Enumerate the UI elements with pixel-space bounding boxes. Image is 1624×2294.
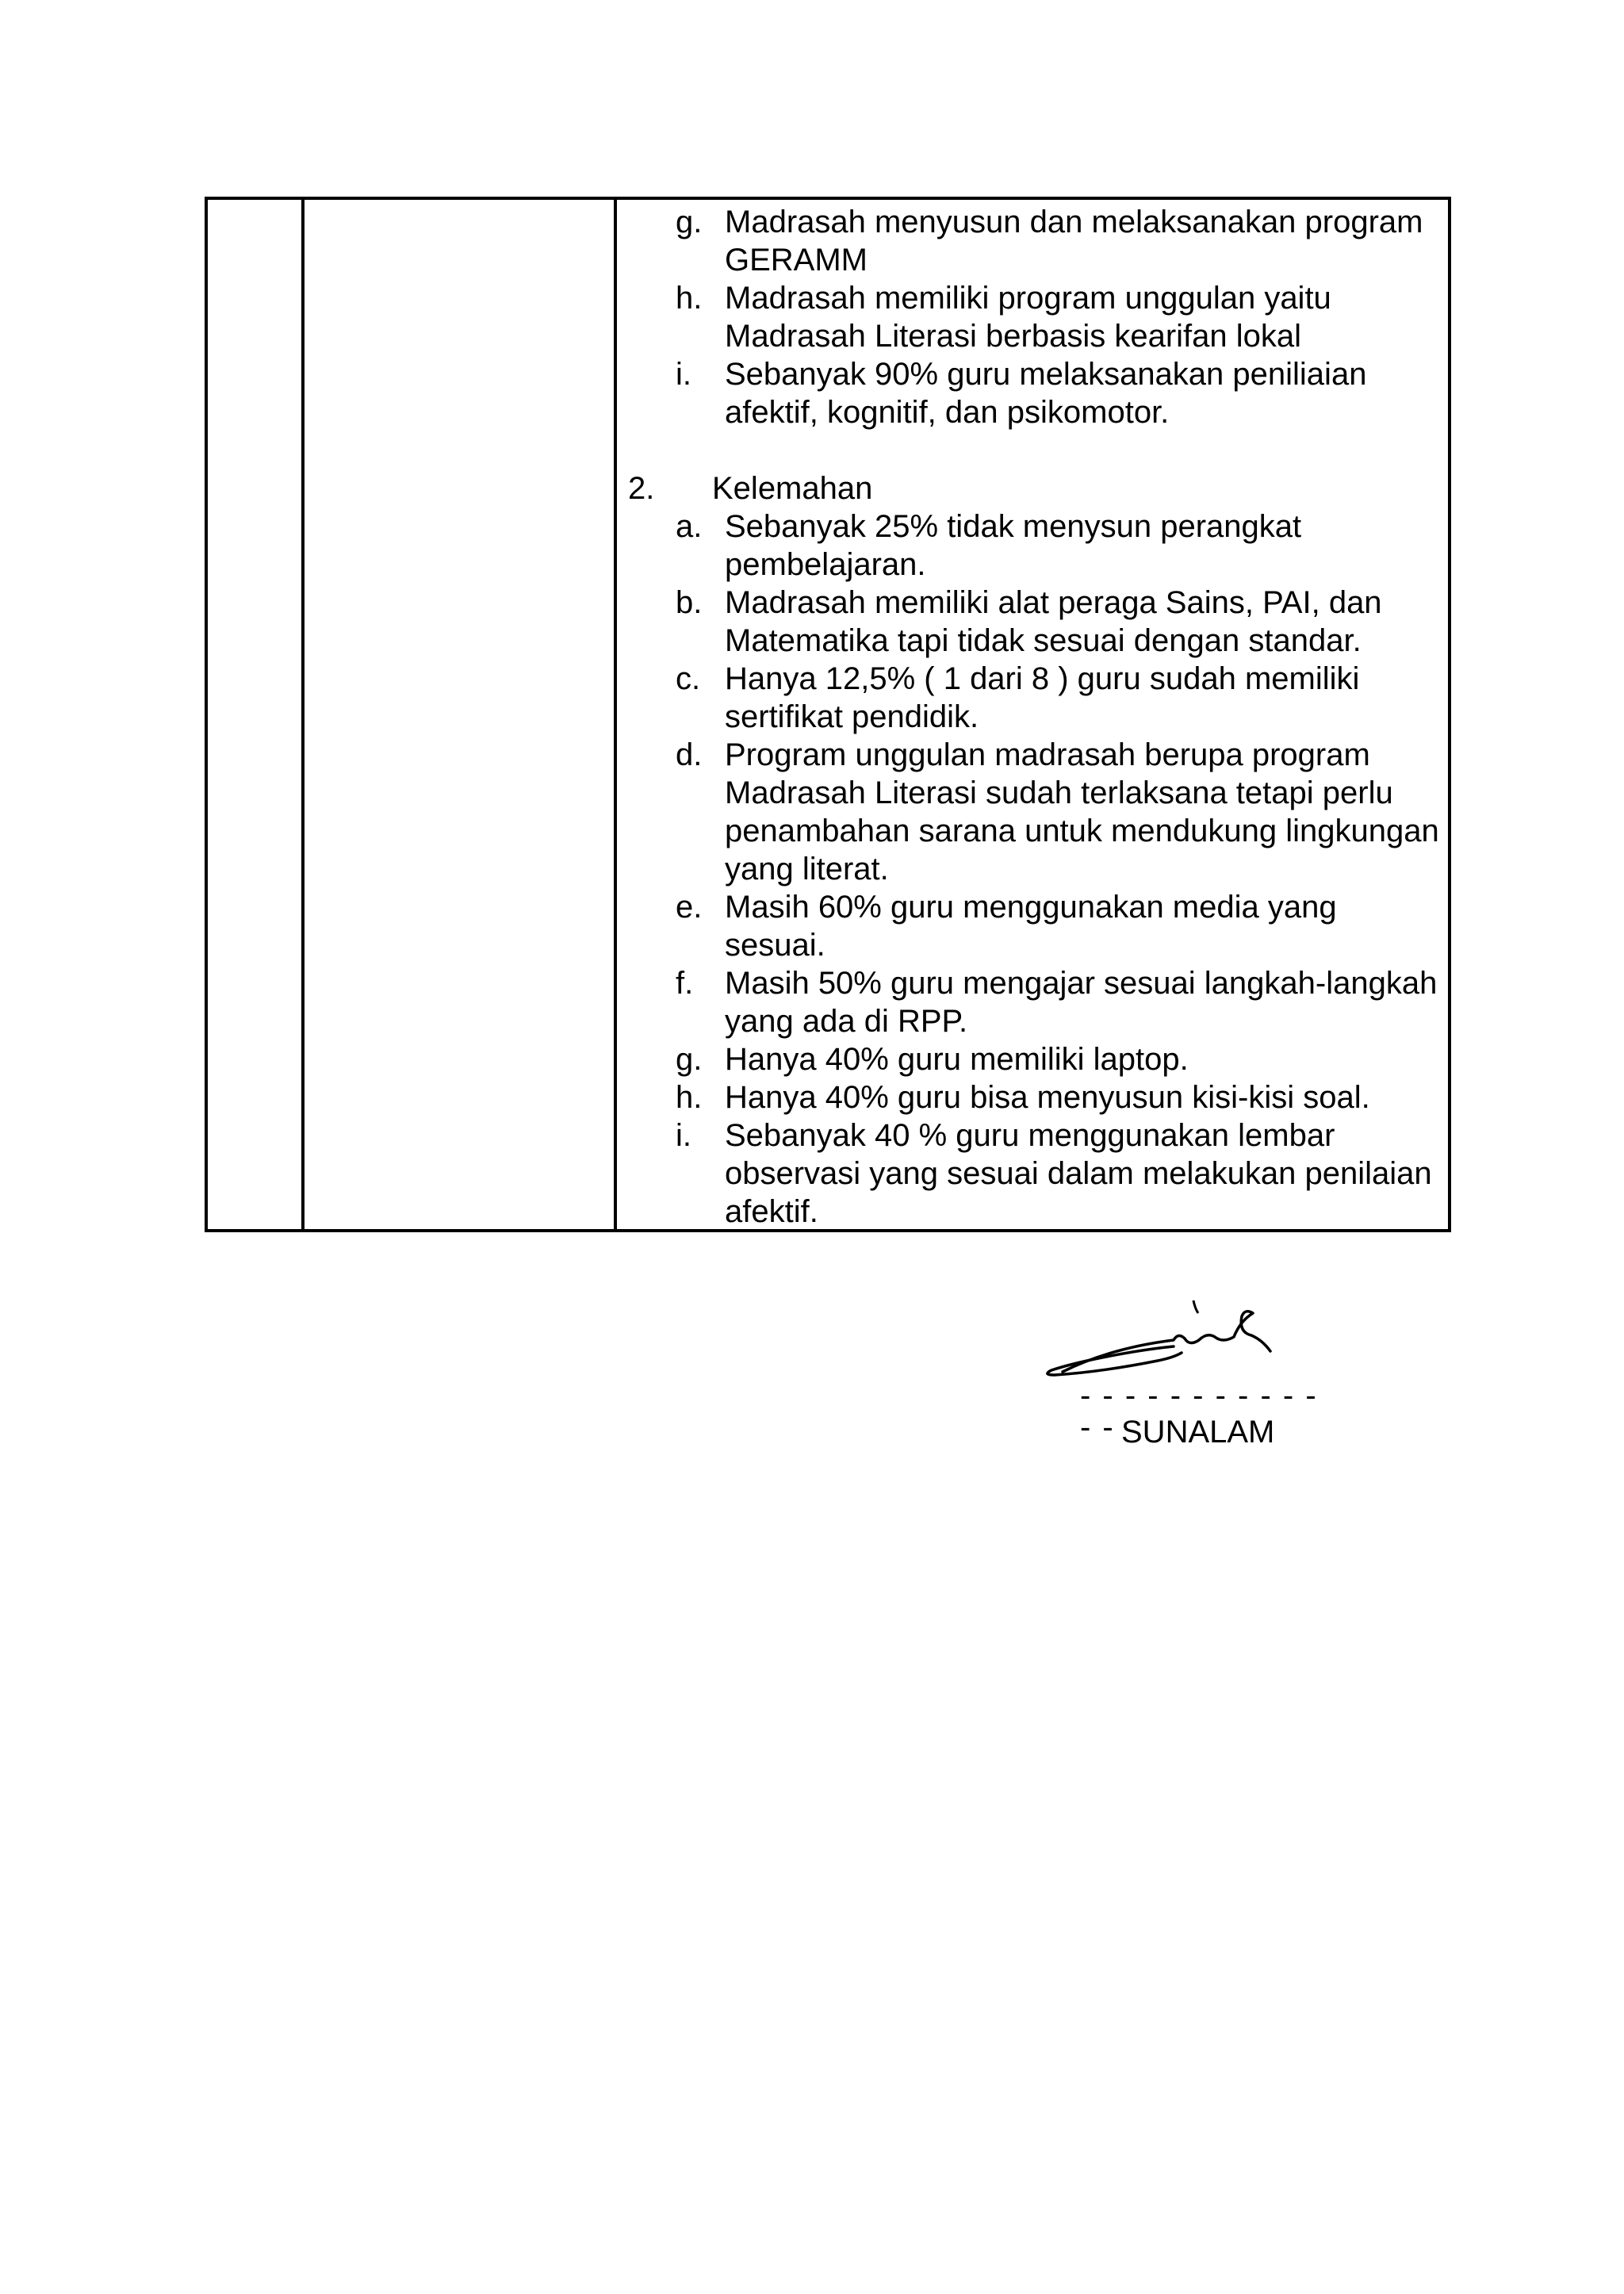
signature-block	[1039, 1293, 1340, 1451]
list-item-text: Hanya 40% guru bisa menyusun kisi-kisi soal.	[725, 1080, 1370, 1115]
list-item	[676, 584, 1440, 660]
signature-line: - - - - - - - - - - - - -	[1080, 1378, 1318, 1445]
list-item	[676, 888, 1440, 964]
list-item	[676, 964, 1440, 1040]
list-item-text: Hanya 12,5% ( 1 dari 8 ) guru sudah memiliki sertifikat pendidik.	[725, 661, 1360, 734]
list-item-text: Sebanyak 25% tidak menysun perangkat pembelajaran.	[725, 509, 1302, 582]
list-item	[676, 203, 1440, 279]
list-item-text: Sebanyak 90% guru melaksanakan peniliaian afektif, kognitif, dan psikomotor.	[725, 357, 1367, 430]
handwritten-signature	[1039, 1293, 1340, 1388]
evaluation-table	[205, 197, 1451, 1232]
list-item	[676, 1116, 1440, 1231]
list-item-text: Madrasah memiliki alat peraga Sains, PAI, dan Matematika tapi tidak sesuai dengan standar.	[725, 585, 1382, 658]
list-item-letter: f.	[676, 966, 694, 1001]
list-item	[676, 507, 1440, 584]
list-item	[676, 736, 1440, 888]
list-item-letter: i.	[676, 357, 691, 392]
list-item	[676, 279, 1440, 355]
list-item-text: Sebanyak 40 % guru menggunakan lembar observasi yang sesuai dalam melakukan penilaian afektif.	[725, 1118, 1432, 1229]
list-item-letter: a.	[676, 509, 703, 544]
table-column-divider	[301, 200, 304, 1229]
list-item-text: Masih 50% guru mengajar sesuai langkah-langkah yang ada di RPP.	[725, 966, 1438, 1039]
list-item-text: Madrasah memiliki program unggulan yaitu Madrasah Literasi berbasis kearifan lokal	[725, 281, 1331, 354]
signatory-name: SUNALAM	[1121, 1415, 1275, 1450]
list-item-letter: i.	[676, 1118, 691, 1153]
list-item-text: Masih 60% guru menggunakan media yang sesuai.	[725, 890, 1337, 963]
list-item-letter: e.	[676, 890, 703, 925]
table-column-divider	[614, 200, 617, 1229]
list-item-letter: b.	[676, 585, 703, 620]
list-item	[676, 1040, 1440, 1078]
weaknesses-list	[628, 507, 1440, 1231]
list-item-text: Program unggulan madrasah berupa program Madrasah Literasi sudah terlaksana tetapi perlu penambahan sarana untuk mendukung lingkungan yang literat.	[725, 737, 1439, 887]
list-item-letter: h.	[676, 281, 703, 316]
list-item-letter: h.	[676, 1080, 703, 1115]
list-item	[676, 660, 1440, 736]
strengths-list	[628, 203, 1440, 431]
list-item-text: Madrasah menyusun dan melaksanakan program GERAMM	[725, 205, 1423, 278]
section-number: 2.	[628, 471, 655, 506]
list-item-letter: c.	[676, 661, 701, 696]
list-item	[676, 1078, 1440, 1116]
section-heading-weaknesses	[628, 469, 1440, 507]
section-title: Kelemahan	[712, 471, 873, 506]
list-item-text: Hanya 40% guru memiliki laptop.	[725, 1042, 1189, 1077]
list-item-letter: g.	[676, 205, 703, 239]
list-item-letter: g.	[676, 1042, 703, 1077]
list-item-letter: d.	[676, 737, 703, 772]
list-item	[676, 355, 1440, 431]
table-content-cell	[628, 203, 1440, 1231]
